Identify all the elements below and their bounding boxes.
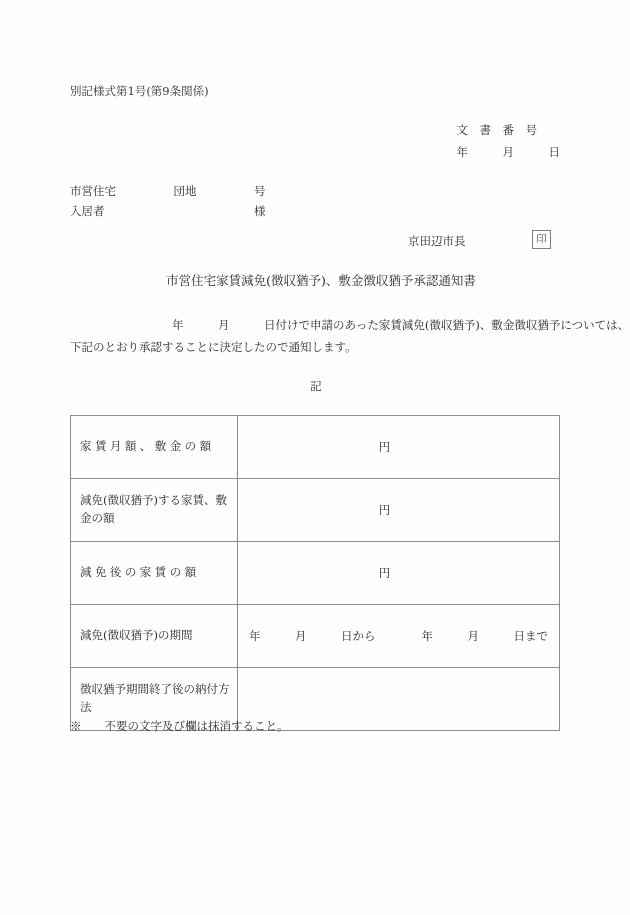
form-number: 別記様式第1号(第9条関係) (70, 84, 209, 98)
table-row (71, 542, 560, 605)
details-table-body (71, 416, 560, 731)
table-row (71, 416, 560, 479)
seal-stamp-box: 印 (532, 230, 551, 249)
document-date-label: 年 月 日 (456, 144, 560, 159)
table-row-label (71, 605, 238, 668)
body-line-2: 下記のとおり承認することに決定したので通知します。 (70, 340, 357, 355)
table-row-label-text: 家賃月額、敷金の額 (80, 439, 215, 454)
addressee-block (70, 181, 266, 221)
table-row-label-text: 減免(徴収猶予)の期間 (80, 628, 193, 643)
body-paragraph (70, 314, 630, 359)
table-row-value[interactable] (238, 605, 560, 668)
table-row-value[interactable] (238, 542, 560, 605)
details-table (70, 415, 560, 731)
document-number-label: 文 書 番 号 (456, 123, 537, 137)
table-row-label (71, 542, 238, 605)
document-meta-block (457, 120, 561, 164)
ki-section-marker: 記 (310, 379, 322, 393)
footnote-note: ※ 不要の文字及び欄は抹消すること。 (70, 719, 289, 733)
yen-unit-label: 円 (378, 566, 391, 580)
document-title: 市営住宅家賃減免(徴収猶予)、敷金徴収猶予承認通知書 (166, 273, 476, 288)
table-row (71, 479, 560, 542)
body-line-1: 年 月 日付けで申請のあった家賃減免(徴収猶予)、敷金徴収猶予については、 (126, 318, 630, 332)
issuer-block (408, 233, 547, 249)
yen-unit-label: 円 (378, 440, 391, 454)
addressee-housing-line: 市営住宅 団地 号 (70, 184, 266, 198)
table-row-label-text: 減免後の家賃の額 (80, 565, 200, 580)
table-row-label (71, 479, 238, 542)
period-range-label: 年 月 日から 年 月 日まで (249, 629, 548, 643)
table-row-label-text: 減免(徴収猶予)する家賃、敷金の額 (80, 493, 227, 525)
yen-unit-label: 円 (378, 503, 391, 517)
table-row-value[interactable] (238, 479, 560, 542)
table-row-value[interactable] (238, 416, 560, 479)
issuer-name: 京田辺市長 (408, 234, 466, 248)
table-row-label (71, 416, 238, 479)
table-row-label-text: 徴収猶予期間終了後の納付方法 (80, 682, 230, 714)
addressee-resident-line: 入居者 様 (70, 204, 266, 219)
table-row (71, 605, 560, 668)
